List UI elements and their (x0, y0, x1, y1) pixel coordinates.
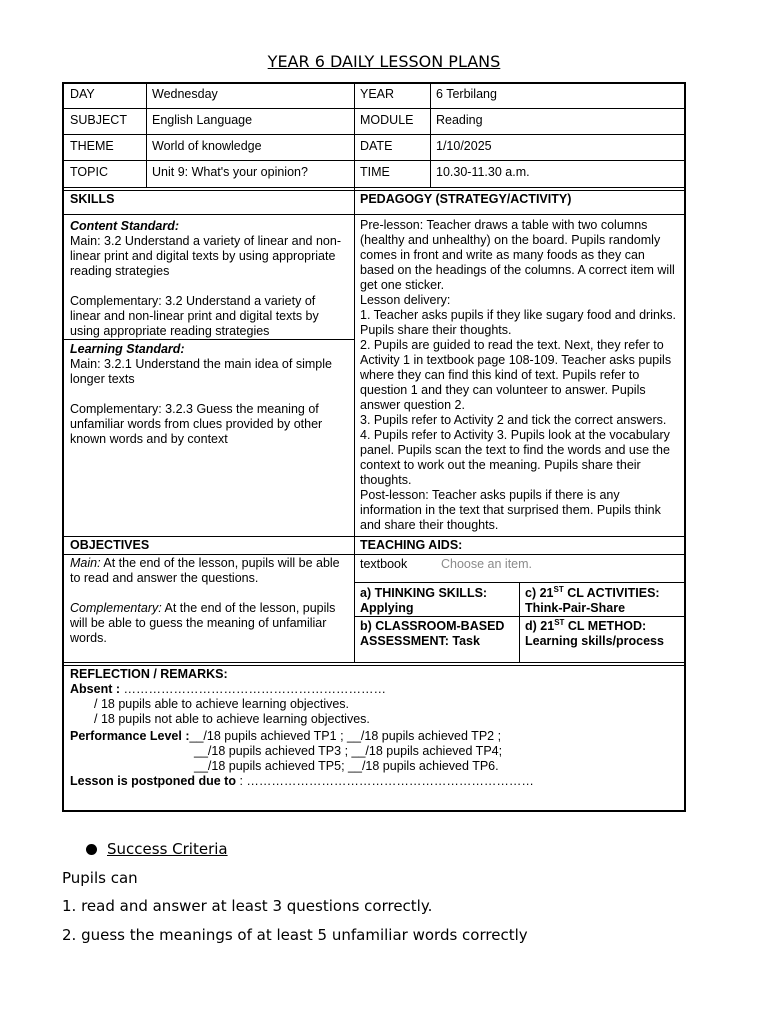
objectives-body (70, 556, 348, 646)
reflection-header: REFLECTION / REMARKS: (70, 667, 228, 681)
col-divider (146, 84, 147, 187)
postponed-label: Lesson is postponed due to (70, 774, 236, 788)
subject-label: SUBJECT (70, 113, 127, 127)
cl-activities (525, 586, 660, 616)
performance-label: Performance Level : (70, 729, 190, 743)
pedagogy-line: 3. Pupils refer to Activity 2 and tick the correct answers. (360, 413, 667, 427)
objective-comp-text: At the end of the lesson, pupils will be able to guess the meaning of unfamiliar words. (70, 601, 336, 645)
row-divider (64, 214, 684, 215)
content-standard (70, 219, 348, 339)
thinking-skills-value: Applying (360, 601, 414, 615)
row-divider (64, 339, 354, 340)
day-value: Wednesday (152, 87, 218, 101)
cl-activities-label: c) 21 (525, 586, 554, 600)
pedagogy-line: 1. Teacher asks pupils if they like sugary food and drinks. Pupils share their thoughts. (360, 308, 676, 337)
row-divider (64, 536, 684, 537)
pedagogy-line: 4. Pupils refer to Activity 3. Pupils look at the vocabulary panel. Pupils scan the text to find the words and use the context to work out the meaning. Pupils share their thoughts. (360, 428, 670, 487)
row-divider (64, 662, 684, 663)
pedagogy-header: PEDAGOGY (STRATEGY/ACTIVITY) (360, 192, 572, 206)
time-label: TIME (360, 165, 390, 179)
cl-method-label: d) 21 (525, 619, 555, 633)
objective-main-label: Main: (70, 556, 101, 570)
success-intro: Pupils can (62, 869, 138, 887)
row-divider (64, 160, 684, 161)
pedagogy-body (360, 218, 682, 533)
skills-header: SKILLS (70, 192, 115, 206)
achieved-line: / 18 pupils able to achieve learning objectives. (94, 697, 350, 711)
module-label: MODULE (360, 113, 414, 127)
page-title: YEAR 6 DAILY LESSON PLANS (267, 52, 501, 71)
success-criteria-heading-row (86, 840, 228, 858)
content-standard-label: Content Standard: (70, 219, 180, 233)
learning-standard (70, 342, 348, 447)
topic-value: Unit 9: What's your opinion? (152, 165, 308, 179)
thinking-skills (360, 586, 487, 616)
objective-main-text: At the end of the lesson, pupils will be able to read and answer the questions. (70, 556, 340, 585)
date-label: DATE (360, 139, 393, 153)
pedagogy-line: Post-lesson: Teacher asks pupils if there is any information in the text that surprised them. Pupils think and share their thoughts. (360, 488, 661, 532)
row-divider (64, 187, 684, 188)
postponed-dots: : …………………………………………………………… (235, 774, 534, 788)
assessment (360, 619, 504, 649)
performance-line-3: __/18 pupils achieved TP5; __/18 pupils achieved TP6. (194, 759, 499, 773)
lesson-plan-table (62, 82, 686, 812)
teaching-aid-dropdown[interactable]: Choose an item. (441, 557, 533, 571)
success-item-2: 2. guess the meanings of at least 5 unfamiliar words correctly (62, 926, 528, 944)
cl-activities-label-end: CL ACTIVITIES: (563, 586, 660, 600)
col-divider (354, 84, 355, 662)
cl-activities-value: Think-Pair-Share (525, 601, 626, 615)
learning-standard-main: Main: 3.2.1 Understand the main idea of simple longer texts (70, 357, 332, 386)
time-value: 10.30-11.30 a.m. (436, 165, 530, 179)
cl-method (525, 619, 664, 649)
absent-dots: ……………………………………………………… (120, 682, 386, 696)
reflection-section (70, 667, 680, 789)
objectives-header: OBJECTIVES (70, 538, 150, 552)
absent-label: Absent : (70, 682, 120, 696)
theme-value: World of knowledge (152, 139, 262, 153)
success-criteria-heading: Success Criteria (107, 840, 228, 858)
cl-method-sup: ST (554, 617, 565, 627)
learning-standard-label: Learning Standard: (70, 342, 185, 356)
teaching-aid-item: textbook (360, 557, 408, 571)
pedagogy-line: Lesson delivery: (360, 293, 451, 307)
performance-line-2: __/18 pupils achieved TP3 ; __/18 pupils achieved TP4; (194, 744, 503, 758)
learning-standard-comp: Complementary: 3.2.3 Guess the meaning of unfamiliar words from clues provided by other known words and by context (70, 402, 323, 446)
assessment-label: b) CLASSROOM-BASED (360, 619, 505, 633)
bullet-icon (86, 844, 97, 855)
thinking-skills-label: a) THINKING SKILLS: (360, 586, 488, 600)
teaching-aids-header: TEACHING AIDS: (360, 538, 463, 552)
date-value: 1/10/2025 (436, 139, 492, 153)
pedagogy-line: 2. Pupils are guided to read the text. Next, they refer to Activity 1 in textbook page 108-109. Teacher asks pupils where they can find this kind of text. Pupils refer to question 1 and they can volunteer to answer. Pupils answer question 2. (360, 338, 672, 412)
cl-activities-sup: ST (553, 584, 564, 594)
col-divider (430, 84, 431, 187)
topic-label: TOPIC (70, 165, 108, 179)
theme-label: THEME (70, 139, 114, 153)
year-label: YEAR (360, 87, 395, 101)
objective-comp-label: Complementary: (70, 601, 162, 615)
row-divider (64, 108, 684, 109)
module-value: Reading (436, 113, 483, 127)
double-rule (64, 665, 684, 666)
performance-line-1: __/18 pupils achieved TP1 ; __/18 pupils achieved TP2 ; (189, 729, 502, 743)
col-divider (519, 582, 520, 662)
row-divider (64, 554, 684, 555)
pedagogy-line: Pre-lesson: Teacher draws a table with two columns (healthy and unhealthy) on the board. Pupils randomly comes in front and write as many foods as they can based on the headings of the columns. A correct item will get one sticker. (360, 218, 675, 292)
assessment-value: ASSESSMENT: Task (360, 634, 480, 648)
content-standard-main: Main: 3.2 Understand a variety of linear and non-linear print and digital texts by using appropriate reading strategies (70, 234, 341, 278)
cl-method-value: Learning skills/process (525, 634, 664, 648)
double-rule (64, 190, 684, 191)
year-value: 6 Terbilang (436, 87, 497, 101)
subject-value: English Language (152, 113, 253, 127)
cl-method-label-end: CL METHOD: (564, 619, 647, 633)
not-achieved-line: / 18 pupils not able to achieve learning objectives. (94, 712, 370, 726)
day-label: DAY (70, 87, 95, 101)
success-item-1: 1. read and answer at least 3 questions correctly. (62, 897, 433, 915)
row-divider (64, 134, 684, 135)
content-standard-comp: Complementary: 3.2 Understand a variety of linear and non-linear print and digital texts by using appropriate reading strategies (70, 294, 319, 338)
